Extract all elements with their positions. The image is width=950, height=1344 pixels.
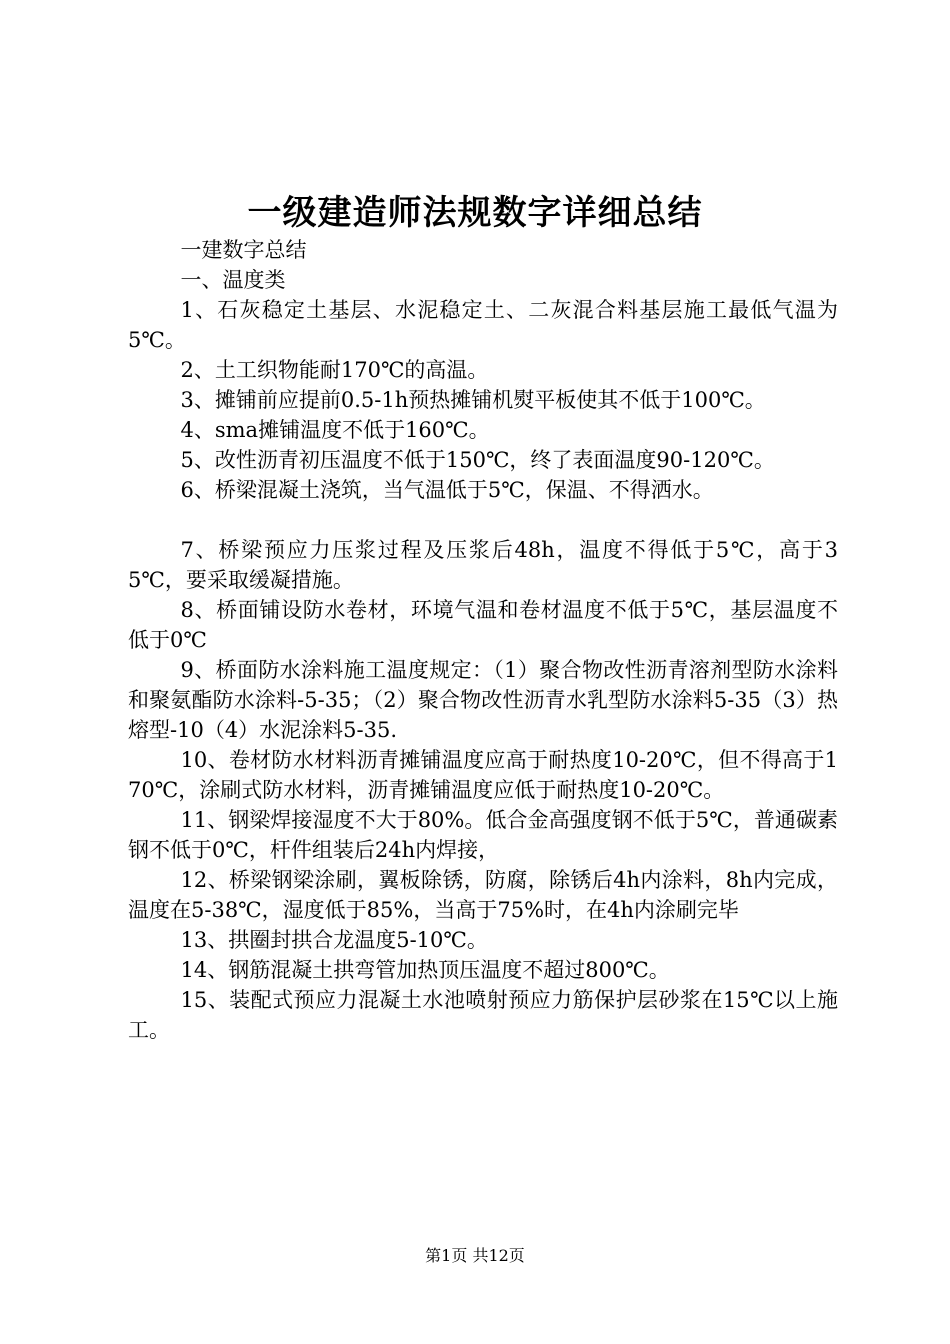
- paragraph: 2、土工织物能耐170℃的高温。: [180, 358, 489, 382]
- paragraph: 14、钢筋混凝土拱弯管加热顶压温度不超过800℃。: [180, 958, 670, 982]
- paragraph: 一、温度类: [180, 268, 286, 292]
- paragraph: 1、石灰稳定土基层、水泥稳定土、二灰混合料基层施工最低气温为5℃。: [128, 298, 838, 352]
- paragraph: 11、钢梁焊接湿度不大于80%。低合金高强度钢不低于5℃，普通碳素钢不低于0℃，杆件组装后24h内焊接，: [128, 808, 838, 862]
- paragraph: 15、装配式预应力混凝土水池喷射预应力筋保护层砂浆在15℃以上施工。: [128, 988, 838, 1042]
- paragraph: 9、桥面防水涂料施工温度规定：（1）聚合物改性沥青溶剂型防水涂料和聚氨酯防水涂料-5-35；（2）聚合物改性沥青水乳型防水涂料5-35（3）热熔型-10（4）水泥涂料5-35.: [128, 658, 838, 742]
- paragraph: 10、卷材防水材料沥青摊铺温度应高于耐热度10-20℃，但不得高于170℃，涂刷式防水材料，沥青摊铺温度应低于耐热度10-20℃。: [128, 748, 838, 802]
- paragraph: 7、桥梁预应力压浆过程及压浆后48h，温度不得低于5℃，高于35℃，要采取缓凝措施。: [128, 538, 838, 592]
- document-title: 一级建造师法规数字详细总结: [247, 193, 703, 233]
- paragraph: 12、桥梁钢梁涂刷，翼板除锈，防腐，除锈后4h内涂料，8h内完成，温度在5-38℃，湿度低于85%，当高于75%时，在4h内涂刷完毕: [128, 868, 838, 922]
- paragraph: 3、摊铺前应提前0.5-1h预热摊铺机熨平板使其不低于100℃。: [180, 388, 766, 412]
- paragraph: 13、拱圈封拱合龙温度5-10℃。: [180, 928, 488, 952]
- paragraph: 4、sma摊铺温度不低于160℃。: [180, 418, 490, 442]
- paragraph: 5、改性沥青初压温度不低于150℃，终了表面温度90-120℃。: [180, 448, 775, 472]
- paragraph: 一建数字总结: [180, 238, 307, 262]
- paragraph: 6、桥梁混凝土浇筑，当气温低于5℃，保温、不得洒水。: [180, 478, 714, 502]
- paragraph: 8、桥面铺设防水卷材，环境气温和卷材温度不低于5℃，基层温度不低于0℃: [128, 598, 838, 652]
- document-body: [128, 235, 838, 1045]
- page-number-footer: 第1页 共12页: [425, 1246, 525, 1265]
